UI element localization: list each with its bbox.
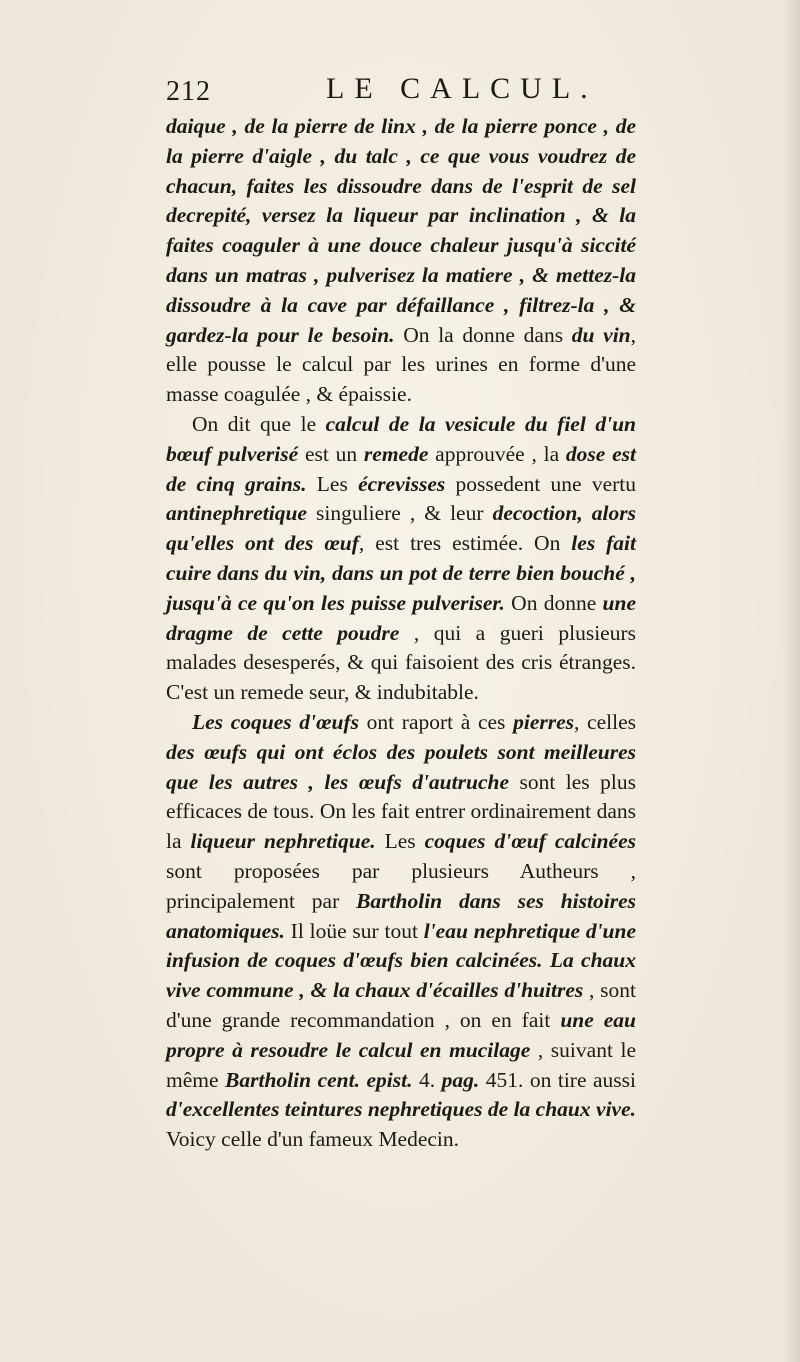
italic-text-segment: du vin [571,322,631,347]
text-segment: Voicy celle d'un fameux Medecin. [166,1127,460,1152]
text-segment: 4. [412,1067,442,1092]
text-segment: , suivant le même [166,1037,636,1092]
text-segment: On la donne dans [394,322,572,347]
text-segment: On donne [504,590,603,615]
page-edge-shadow [782,0,800,1362]
italic-text-segment: d'excellentes teintures nephretiques de la chaux vive. [166,1097,636,1122]
italic-text-segment: pierres [513,709,575,734]
text-segment: , sont d'une grande recommandation , on en fait [166,978,637,1032]
text-segment: possedent une vertu [445,471,636,496]
italic-text-segment: Les coques d'œufs [192,709,359,734]
text-segment: est un [298,441,364,466]
text-segment: Les [306,471,359,496]
italic-text-segment: les fait cuire dans du vin, dans un pot de terre bien bouché , jusqu'à ce qu'on les puisse pulveriser. [166,531,636,615]
running-title: LE CALCUL. [326,72,598,105]
body-text [166,112,636,1155]
text-segment: singuliere , & leur [306,501,493,526]
text-segment: On dit que le [192,411,326,436]
italic-text-segment: liqueur nephretique. [190,829,376,854]
italic-text-segment: calcul de la vesicule du fiel d'un bœuf pulverisé [166,411,636,466]
text-segment: ont raport à ces [359,709,514,734]
italic-text-segment: decoction, alors qu'elles ont des œuf [166,501,636,556]
italic-text-segment: Bartholin dans ses histoires anatomiques. [166,888,636,943]
text-segment: approuvée , la [428,441,566,466]
text-segment: , celles [574,709,636,734]
italic-text-segment: dose est de cinq grains. [166,441,636,496]
italic-text-segment: l'eau nephretique d'une infusion de coques d'œufs bien calcinées. La chaux vive commune , & la chaux d'écailles d'huitres [166,918,636,1003]
italic-text-segment: daique , de la pierre de linx , de la pierre ponce , de la pierre d'aigle , du talc , ce que vous voudrez de chacun, faites les dissoudre dans de l'esprit de sel decrepité, versez la liqueur par inclination , & la faites coaguler à une douce chaleur jusqu'à siccité dans un matras , pulverisez la matiere , & mettez-la dissoudre à la cave par défaillance , filtrez-la , & gardez-la pour le besoin. [166,114,636,347]
text-segment: sont les plus efficaces de tous. On les fait entrer ordinairement dans la [166,769,636,854]
italic-text-segment: une dragme de cette poudre [166,590,636,645]
text-segment: Il loüe sur tout [284,918,424,943]
italic-text-segment: une eau propre à resoudre le calcul en mucilage [166,1007,636,1062]
text-segment: 451. on tire aussi [479,1067,636,1092]
page-header [166,72,626,112]
text-segment: , qui a gueri plusieurs malades desesperés, & qui faisoient des cris étranges. C'est un remede seur, & indubitable. [166,620,636,705]
text-segment: Les [375,829,425,854]
italic-text-segment: Bartholin cent. epist. [225,1067,413,1092]
page-number: 212 [166,76,211,107]
text-segment: , est tres estimée. On [358,531,572,556]
paragraph-3 [166,708,636,1155]
italic-text-segment: pag. [441,1067,480,1092]
italic-text-segment: coques d'œuf calcinées [424,829,637,854]
italic-text-segment: des œufs qui ont éclos des poulets sont meilleures que les autres , les œufs d'autruche [166,739,636,794]
italic-text-segment: remede [363,441,429,466]
text-segment: , elle pousse le calcul par les urines en forme d'une masse coagulée , & épaissie. [166,322,636,407]
paragraph-1 [166,112,636,410]
italic-text-segment: antinephretique [166,501,307,526]
italic-text-segment: écrevisses [358,471,446,496]
paragraph-2 [166,410,636,708]
text-segment: sont proposées par plusieurs Autheurs , principalement par [166,858,636,913]
